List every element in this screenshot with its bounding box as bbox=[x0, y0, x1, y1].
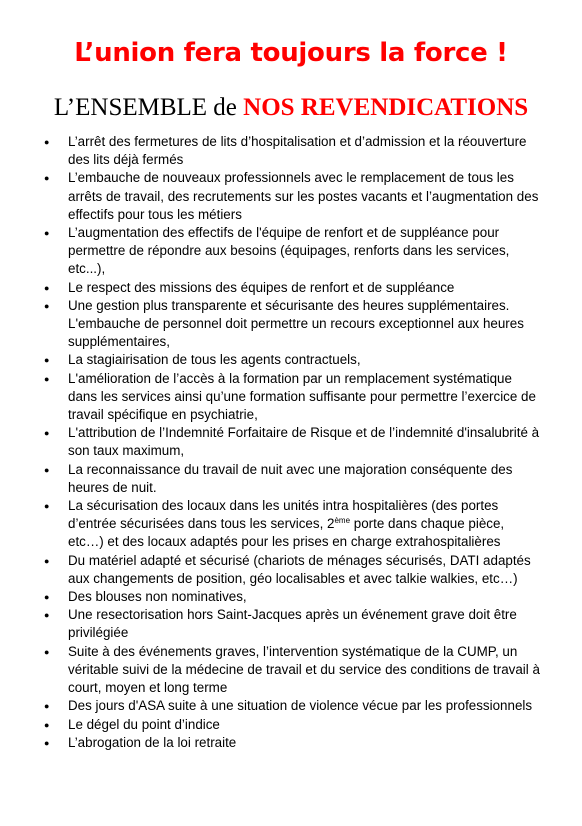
bullet-icon: ● bbox=[44, 464, 50, 475]
list-item bbox=[0, 351, 582, 369]
demand-text: L'amélioration de l’accès à la formation par un remplacement systématique dans les services ainsi qu’une formation suffisante pour permettre l’exercice de travail spécifique en psychiatrie, bbox=[68, 370, 536, 423]
demand-text: Une gestion plus transparente et sécurisante des heures supplémentaires. L'embauche de personnel doit permettre un recours exceptionnel aux heures supplémentaires, bbox=[68, 297, 524, 350]
list-item bbox=[0, 716, 582, 734]
list-item bbox=[0, 461, 582, 497]
list-item bbox=[0, 643, 582, 698]
list-item bbox=[0, 297, 582, 352]
demand-text: Du matériel adapté et sécurisé (chariots de ménages sécurisés, DATI adaptés aux changements de position, géo localisables et avec talkie walkies, etc…) bbox=[68, 552, 531, 586]
demands-list bbox=[0, 133, 582, 752]
list-item bbox=[0, 279, 582, 297]
demand-text: La stagiairisation de tous les agents contractuels, bbox=[68, 352, 361, 368]
bullet-icon: ● bbox=[44, 173, 50, 184]
subtitle-prefix: L’ENSEMBLE de bbox=[53, 94, 244, 121]
bullet-icon: ● bbox=[44, 300, 50, 311]
list-item bbox=[0, 370, 582, 425]
demand-text: L’abrogation de la loi retraite bbox=[68, 734, 237, 750]
list-item bbox=[0, 734, 582, 752]
bullet-icon: ● bbox=[44, 228, 50, 239]
ordinal-superscript: ème bbox=[334, 516, 351, 526]
demand-text: L’arrêt des fermetures de lits d’hospitalisation et d’admission et la réouverture des lits déjà fermés bbox=[68, 134, 527, 168]
demand-text: L’embauche de nouveaux professionnels avec le remplacement de tous les arrêts de travail, des recrutements sur les postes vacants et l’augmentation des effectifs pour tous les métiers bbox=[68, 170, 539, 222]
bullet-icon: ● bbox=[44, 137, 50, 147]
page-title: L’union fera toujours la force ! bbox=[74, 38, 508, 68]
list-item bbox=[0, 697, 582, 715]
list-item bbox=[0, 588, 582, 606]
demand-text bbox=[68, 497, 542, 552]
list-item bbox=[0, 424, 582, 460]
page-subtitle bbox=[0, 94, 582, 122]
list-item bbox=[0, 606, 582, 642]
demand-text: L’augmentation des effectifs de l'équipe de renfort et de suppléance pour permettre de répondre aux besoins (équipages, renforts dans les services, etc...), bbox=[68, 225, 510, 277]
list-item bbox=[0, 552, 582, 588]
demand-text: Des jours d'ASA suite à une situation de violence vécue par les professionnels bbox=[68, 698, 533, 714]
list-item bbox=[0, 169, 582, 224]
bullet-icon: ● bbox=[44, 555, 50, 566]
bullet-icon: ● bbox=[44, 592, 50, 603]
list-item bbox=[0, 497, 582, 552]
bullet-icon: ● bbox=[44, 737, 50, 748]
bullet-icon: ● bbox=[44, 610, 50, 621]
demand-text: L'attribution de l’Indemnité Forfaitaire de Risque et de l’indemnité d'insalubrité à son taux maximum, bbox=[68, 425, 540, 459]
bullet-icon: ● bbox=[44, 373, 50, 384]
demand-text: Suite à des événements graves, l’intervention systématique de la CUMP, un véritable suivi de la médecine de travail et du service des conditions de travail à court, moyen et long terme bbox=[68, 643, 540, 696]
bullet-icon: ● bbox=[44, 719, 50, 730]
bullet-icon: ● bbox=[44, 701, 50, 712]
demand-text-part: porte dans chaque pièce, etc…) et des locaux adaptés pour les prises en charge extrahospitalières bbox=[68, 516, 505, 550]
demand-text: Le dégel du point d’indice bbox=[68, 716, 220, 732]
bullet-icon: ● bbox=[44, 646, 50, 657]
list-item bbox=[0, 133, 582, 169]
demand-text: La reconnaissance du travail de nuit avec une majoration conséquente des heures de nuit. bbox=[68, 461, 513, 495]
bullet-icon: ● bbox=[44, 355, 50, 366]
bullet-icon: ● bbox=[44, 428, 50, 439]
bullet-icon: ● bbox=[44, 501, 50, 512]
demand-text: Une resectorisation hors Saint-Jacques après un événement grave doit être privilégiée bbox=[68, 607, 517, 641]
demand-text: Le respect des missions des équipes de renfort et de suppléance bbox=[68, 279, 455, 295]
bullet-icon: ● bbox=[44, 282, 50, 293]
demand-text-part: La sécurisation des locaux dans les unités intra hospitalières (des portes d’entrée sécurisées dans tous les services, 2 bbox=[68, 498, 499, 532]
list-item bbox=[0, 224, 582, 279]
subtitle-accent: NOS REVENDICATIONS bbox=[243, 94, 529, 121]
demand-text: Des blouses non nominatives, bbox=[68, 589, 247, 605]
